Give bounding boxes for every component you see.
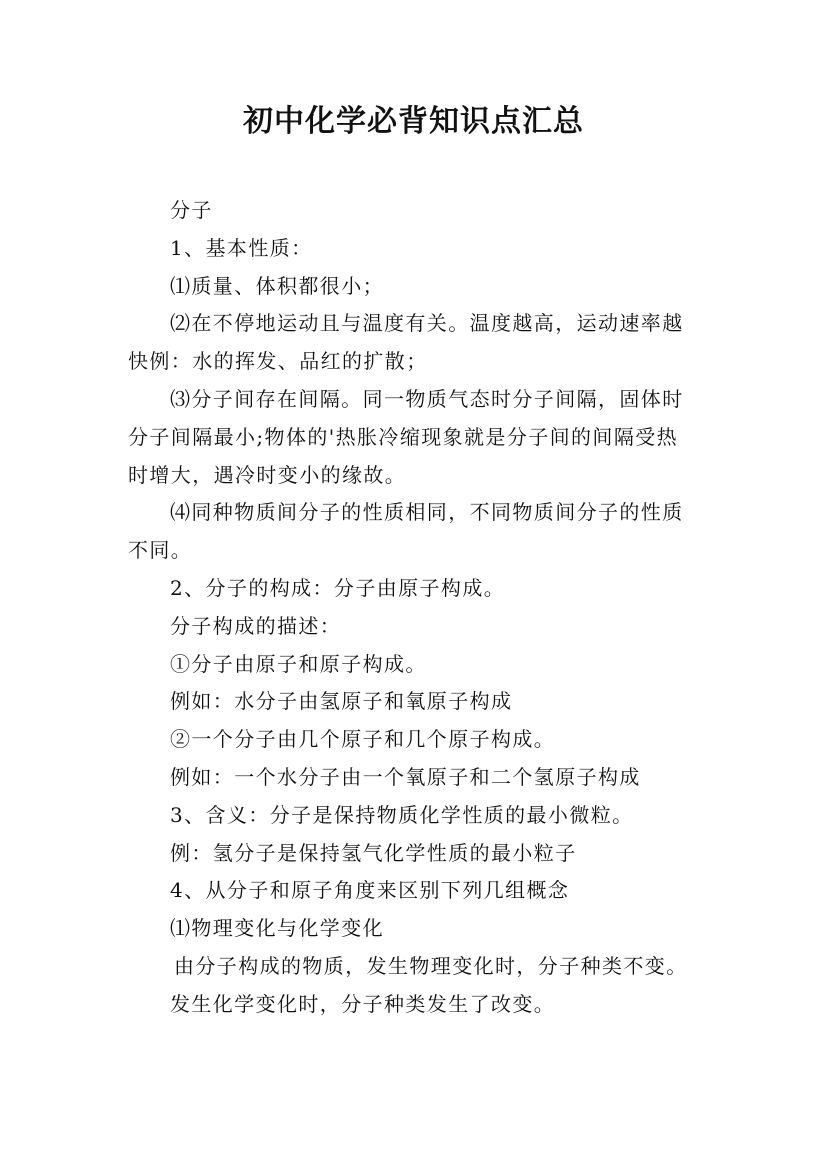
text-line: 例如：一个水分子由一个氧原子和二个氢原子构成 bbox=[170, 764, 641, 789]
text-line: 分子构成的描述： bbox=[170, 613, 342, 638]
text-line: ⑷同种物质间分子的性质相同，不同物质间分子的性质 bbox=[170, 500, 684, 525]
text-line: 快例：水的挥发、品红的扩散； bbox=[128, 349, 428, 374]
text-line: 分子间隔最小;物体的'热胀冷缩现象就是分子间的间隔受热 bbox=[128, 424, 679, 449]
text-line: 1、基本性质： bbox=[170, 235, 313, 260]
text-line: 分子 bbox=[170, 198, 213, 222]
text-line: 4、从分子和原子角度来区别下列几组概念 bbox=[170, 878, 570, 903]
document-body bbox=[128, 192, 708, 1024]
text-line: 2、分子的构成：分子由原子构成。 bbox=[170, 575, 506, 600]
text-line: 时增大，遇冷时变小的缘故。 bbox=[128, 462, 407, 487]
text-line: 3、含义：分子是保持物质化学性质的最小微粒。 bbox=[170, 802, 634, 827]
text-line: ①分子由原子和原子构成。 bbox=[170, 651, 427, 676]
text-line: ⑴质量、体积都很小； bbox=[170, 273, 384, 298]
text-line: 例：氢分子是保持氢气化学性质的最小粒子 bbox=[170, 840, 577, 865]
text-line: ⑶分子间存在间隔。同一物质气态时分子间隔，固体时 bbox=[170, 386, 684, 411]
text-line: 由分子构成的物质，发生物理变化时，分子种类不变。 bbox=[174, 953, 688, 978]
text-line: 不同。 bbox=[128, 538, 193, 563]
text-line: 例如：水分子由氢原子和氧原子构成 bbox=[170, 689, 513, 714]
text-line: 发生化学变化时，分子种类发生了改变。 bbox=[170, 991, 556, 1016]
text-line: ⑵在不停地运动且与温度有关。温度越高，运动速率越 bbox=[170, 311, 684, 336]
document-title: 初中化学必背知识点汇总 bbox=[243, 104, 584, 139]
text-line: ②一个分子由几个原子和几个原子构成。 bbox=[170, 727, 556, 752]
text-line: ⑴物理变化与化学变化 bbox=[170, 916, 384, 941]
